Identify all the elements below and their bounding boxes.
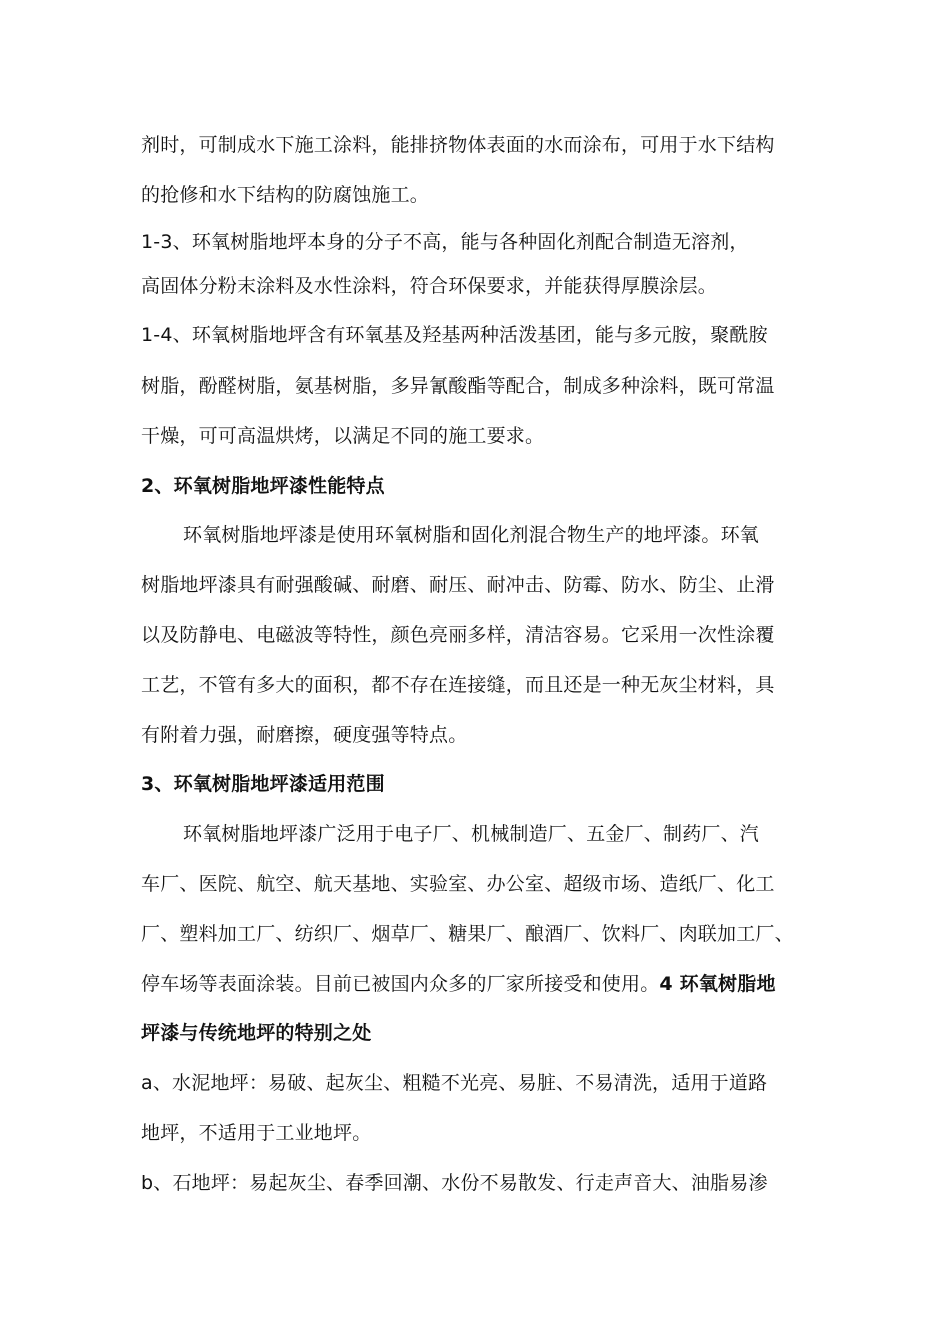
body-text-line: 1-4、环氧树脂地坪含有环氧基及羟基两种活泼基团，能与多元胺，聚酰胺 xyxy=(141,324,768,346)
section-heading: 坪漆与传统地坪的特别之处 xyxy=(141,1022,372,1044)
section-heading: 2、环氧树脂地坪漆性能特点 xyxy=(141,475,385,497)
body-text-line: 干燥，可可高温烘烤，以满足不同的施工要求。 xyxy=(141,425,545,447)
body-text-segment: 停车场等表面涂装。目前已被国内众多的厂家所接受和使用。 xyxy=(141,973,660,995)
section-heading: 3、环氧树脂地坪漆适用范围 xyxy=(141,773,385,795)
body-text-line: 剂时，可制成水下施工涂料，能排挤物体表面的水而涂布，可用于水下结构 xyxy=(141,134,775,156)
body-text-line: 高固体分粉末涂料及水性涂料，符合环保要求，并能获得厚膜涂层。 xyxy=(141,275,718,297)
body-text-line: 厂、塑料加工厂、纺织厂、烟草厂、糖果厂、酿酒厂、饮料厂、肉联加工厂、 xyxy=(141,923,794,945)
body-text-line: 以及防静电、电磁波等特性，颜色亮丽多样，清洁容易。它采用一次性涂覆 xyxy=(141,624,775,646)
body-text-line: 有附着力强，耐磨擦，硬度强等特点。 xyxy=(141,724,468,746)
body-text-line: a、水泥地坪：易破、起灰尘、粗糙不光亮、易脏、不易清洗，适用于道路 xyxy=(141,1072,768,1094)
section-heading-start: 4 环氧树脂地 xyxy=(659,973,776,995)
body-text-line: 地坪，不适用于工业地坪。 xyxy=(141,1122,372,1144)
body-text-line xyxy=(141,972,776,996)
body-text-line: 工艺，不管有多大的面积，都不存在连接缝，而且还是一种无灰尘材料，具 xyxy=(141,674,775,696)
body-text-line: 环氧树脂地坪漆广泛用于电子厂、机械制造厂、五金厂、制药厂、汽 xyxy=(183,823,760,845)
body-text-line: 1-3、环氧树脂地坪本身的分子不高，能与各种固化剂配合制造无溶剂， xyxy=(141,231,749,253)
body-text-line: 的抢修和水下结构的防腐蚀施工。 xyxy=(141,184,430,206)
body-text-line: 车厂、医院、航空、航天基地、实验室、办公室、超级市场、造纸厂、化工 xyxy=(141,873,775,895)
body-text-line: 环氧树脂地坪漆是使用环氧树脂和固化剂混合物生产的地坪漆。环氧 xyxy=(183,524,760,546)
body-text-line: 树脂地坪漆具有耐强酸碱、耐磨、耐压、耐冲击、防霉、防水、防尘、止滑 xyxy=(141,574,775,596)
body-text-line: b、石地坪：易起灰尘、春季回潮、水份不易散发、行走声音大、油脂易渗 xyxy=(141,1172,768,1194)
body-text-line: 树脂，酚醛树脂，氨基树脂，多异氰酸酯等配合，制成多种涂料，既可常温 xyxy=(141,375,775,397)
